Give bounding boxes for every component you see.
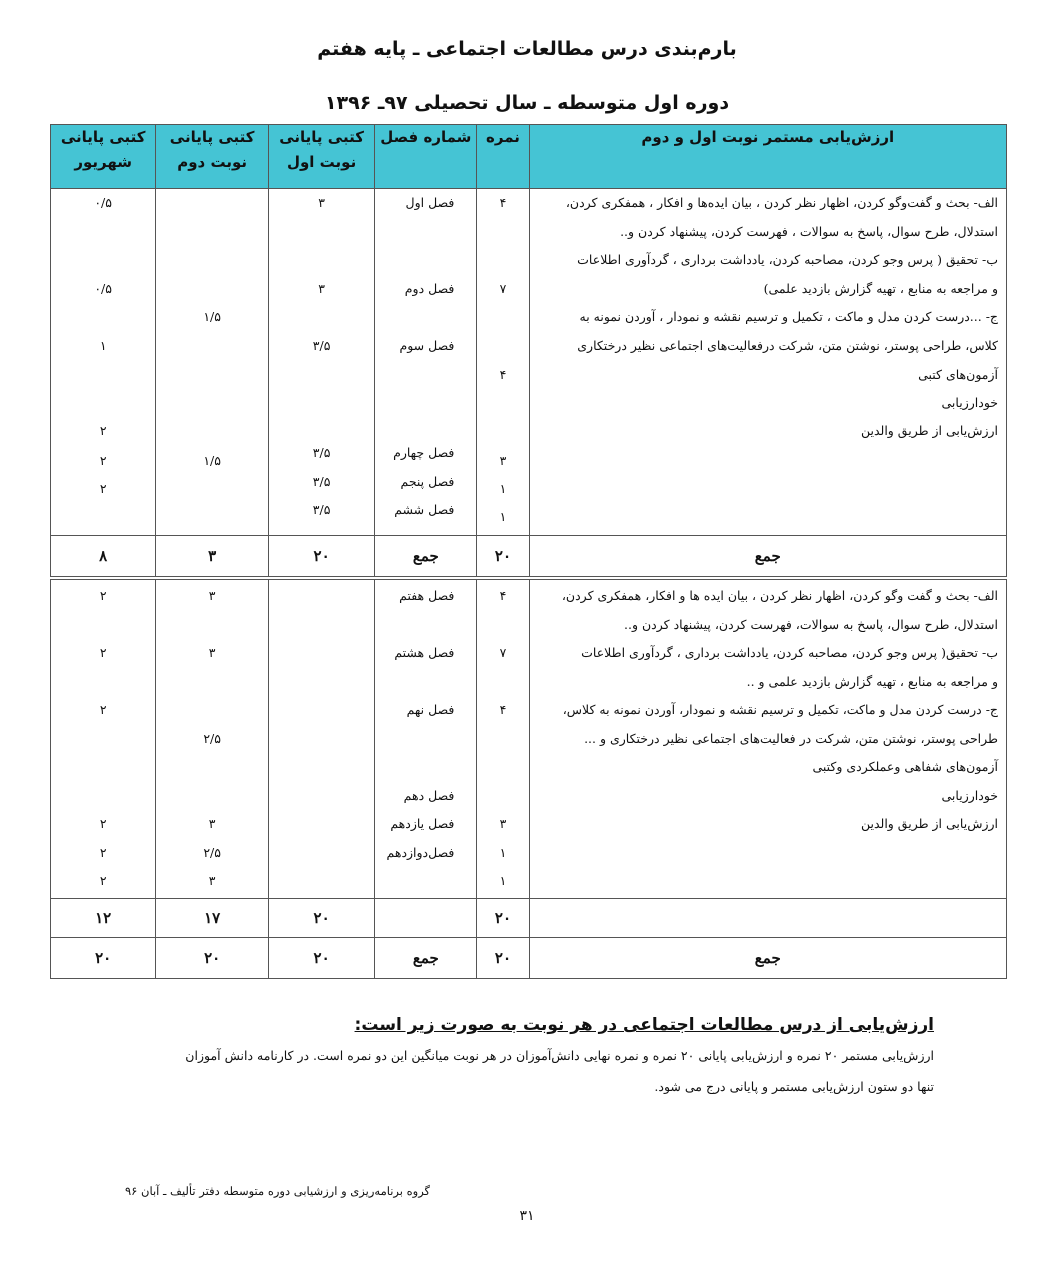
final1-value: ۳ [318,195,325,210]
term2-desc-line: آزمون‌های شفاهی وعملکردی وکتبی [812,759,998,774]
chapter-label: فصل دوم [404,281,455,296]
header-score: نمره [477,125,529,189]
term1-desc-line: ب- تحقیق ( پرس وجو کردن، مصاحبه کردن، یادداشت برداری ، گردآوری اطلاعات [577,252,998,267]
shahrivar-value: ۲ [99,873,107,888]
chapter-label: فصل‌دوازدهم [386,845,455,860]
term2-row [51,578,1007,899]
final2-value: ۳ [208,588,216,603]
grand-total-final2: ۲۰ [156,938,269,979]
shahrivar-value: ۲ [99,453,107,468]
term2-assessment-cell [529,578,1006,899]
term2-desc-line: ارزش‌یابی از طریق والدین [860,816,998,831]
shahrivar-value: ۰/۵ [94,195,112,210]
total-final2: ۳ [156,536,269,579]
term1-desc-line: آزمون‌های کتبی [918,367,998,382]
chapter-label: فصل اول [405,195,455,210]
chapter-label: فصل نهم [406,702,455,717]
term2-desc-line: ب- تحقیق( پرس وجو کردن، مصاحبه کردن، یادداشت برداری ، گردآوری اطلاعات [581,645,998,660]
score-value: ۴ [499,367,507,382]
shahrivar-value: ۲ [99,702,107,717]
final2-value: ۳ [208,873,216,888]
total-shahrivar: ۸ [51,536,156,579]
term1-chapter-cell [375,189,477,536]
total-label: جمع [529,536,1006,579]
shahrivar-value: ۰/۵ [94,281,112,296]
header-final-term2: کتبی پایانی نوبت دوم [156,125,269,189]
total2-final2: ۱۷ [156,899,269,938]
explanation-line: ارزش‌یابی مستمر ۲۰ نمره و ارزش‌یابی پایانی ۲۰ نمره و نمره نهایی دانش‌آموزان در هر نوبت میانگین این دو نمره است. در کارنامه دانش آموزان [185,1048,934,1063]
term2-desc-line: و مراجعه به منابع ، تهیه گزارش بازدید علمی و .. [746,674,998,689]
term1-desc-line: خودارزیابی [941,395,998,410]
final2-value: ۳ [208,645,216,660]
term2-desc-line: استدلال، طرح سوال، پاسخ به سوالات، فهرست کردن، پیشنهاد کردن و.. [624,617,998,632]
term2-final1-cell [268,578,374,899]
score-value: ۱ [499,509,507,524]
term1-final2-cell [156,189,269,536]
score-value: ۴ [499,702,507,717]
term1-final1-cell [268,189,374,536]
grand-total-label: جمع [529,938,1006,979]
score-value: ۴ [499,195,507,210]
total2-chapter-empty [375,899,477,938]
grand-total-shahrivar: ۲۰ [51,938,156,979]
grading-table [50,124,1007,979]
term1-desc-line: الف- بحث و گفت‌وگو کردن، اظهار نظر کردن ، بیان ایده‌ها و افکار ، همفکری کردن، [565,195,998,210]
chapter-label: فصل ششم [394,502,455,517]
term1-desc-line: ج- ...درست کردن مدل و ماکت ، تکمیل و ترسیم نقشه و نمودار ، آوردن نمونه به [579,309,998,324]
page-title: بارم‌بندی درس مطالعات اجتماعی ـ پایه هفتم [317,38,737,60]
final1-value: ۳ [318,281,325,296]
section-title: ارزش‌یابی از درس مطالعات اجتماعی در هر نوبت به صورت زیر است: [354,1015,934,1035]
term1-row [51,189,1007,536]
final2-value: ۱/۵ [203,309,221,324]
score-value: ۴ [499,588,507,603]
term1-desc-line: کلاس، طراحی پوستر، نوشتن متن، شرکت درفعالیت‌های اجتماعی نظیر درختکاری [577,338,998,353]
chapter-label: فصل سوم [399,338,455,353]
header-final-shahrivar: کتبی پایانی شهریور [51,125,156,189]
chapter-label: فصل هفتم [399,588,455,603]
score-value: ۷ [499,645,507,660]
score-value: ۱ [499,845,507,860]
score-value: ۷ [499,281,507,296]
final2-value: ۳ [208,816,216,831]
shahrivar-value: ۱ [99,338,107,353]
term2-desc-line: طراحی پوستر، نوشتن متن، شرکت در فعالیت‌های اجتماعی نظیر درختکاری و ... [584,731,998,746]
term2-shahrivar-cell [51,578,156,899]
grand-total-final1: ۲۰ [268,938,374,979]
grand-total-score: ۲۰ [477,938,529,979]
term2-desc-line: الف- بحث و گفت وگو کردن، اظهار نظر کردن ، بیان ایده ها و افکار، همفکری کردن، [561,588,998,603]
page-subtitle: دوره اول متوسطه ـ سال تحصیلی ۹۷ـ ۱۳۹۶ [324,92,730,114]
chapter-label: فصل پنجم [400,474,455,489]
final1-value: ۳/۵ [312,338,331,353]
header-assessment: ارزش‌یابی مستمر نوبت اول و دوم [529,125,1006,189]
final1-value: ۳/۵ [312,445,331,460]
term1-desc-line: و مراجعه به منابع ، تهیه گزارش بازدید علمی) [763,281,998,296]
final2-value: ۱/۵ [203,453,221,468]
term1-desc-line: استدلال، طرح سوال، پاسخ به سوالات ، فهرست کردن، پیشنهاد کردن و.. [620,224,998,239]
term1-total-row [51,536,1007,579]
chapter-label: فصل هشتم [394,645,455,660]
shahrivar-value: ۲ [99,816,107,831]
explanation-line: تنها دو ستون ارزش‌یابی مستمر و پایانی درج می شود. [654,1079,934,1094]
term2-desc-line: ج- درست کردن مدل و ماکت، تکمیل و ترسیم نقشه و نمودار، آوردن نمونه به کلاس، [562,702,998,717]
term1-assessment-cell [529,189,1006,536]
final2-value: ۲/۵ [203,731,221,746]
total2-shahrivar: ۱۲ [51,899,156,938]
total2-empty [529,899,1006,938]
table-header-row [51,125,1007,189]
final1-value: ۳/۵ [312,474,331,489]
term2-desc-line: خودارزیابی [941,788,998,803]
score-value: ۳ [499,816,507,831]
term2-score-cell [477,578,529,899]
grand-total-chapter-label: جمع [375,938,477,979]
shahrivar-value: ۲ [99,845,107,860]
term2-final2-cell [156,578,269,899]
score-value: ۱ [499,481,507,496]
shahrivar-value: ۲ [99,588,107,603]
final2-value: ۲/۵ [203,845,221,860]
shahrivar-value: ۲ [99,645,107,660]
total2-final1: ۲۰ [268,899,374,938]
term1-desc-line: ارزش‌یابی از طریق والدین [860,423,998,438]
chapter-label: فصل دهم [403,788,455,803]
shahrivar-value: ۲ [99,423,107,438]
shahrivar-value: ۲ [99,481,107,496]
chapter-label: فصل چهارم [393,445,455,460]
header-chapter: شماره فصل [375,125,477,189]
total-score: ۲۰ [477,536,529,579]
chapter-label: فصل یازدهم [390,816,455,831]
total-final1: ۲۰ [268,536,374,579]
header-final-term1: کتبی پایانی نوبت اول [268,125,374,189]
score-value: ۳ [499,453,507,468]
page-number: ۳۱ [519,1208,535,1224]
final1-value: ۳/۵ [312,502,331,517]
score-value: ۱ [499,873,507,888]
total2-score: ۲۰ [477,899,529,938]
term1-score-cell [477,189,529,536]
footer-credit: گروه برنامه‌ریزی و ارزشیابی دوره متوسطه دفتر تألیف ـ آبان ۹۶ [125,1184,431,1198]
term1-shahrivar-cell [51,189,156,536]
grand-total-row [51,938,1007,979]
term2-chapter-cell [375,578,477,899]
total-chapter-label: جمع [375,536,477,579]
term2-total-row [51,899,1007,938]
